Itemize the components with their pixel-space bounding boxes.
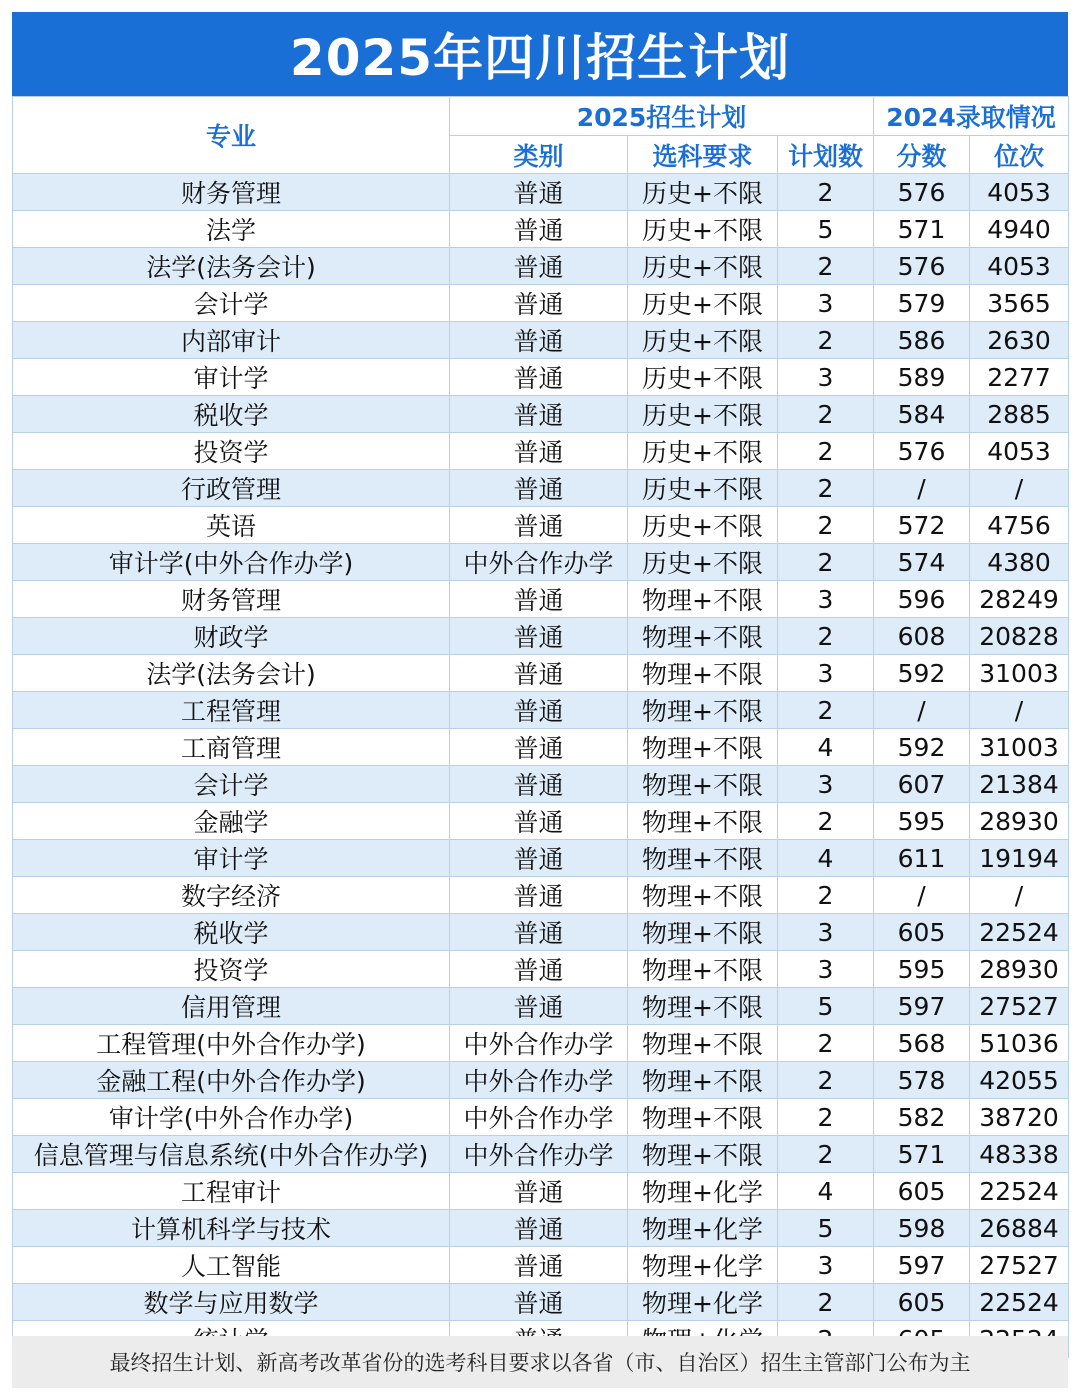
- cell-rank: 19194: [970, 840, 1069, 877]
- cell-rank: 27527: [970, 1247, 1069, 1284]
- cell-major: 投资学: [13, 951, 450, 988]
- cell-plan-count: 2: [778, 248, 874, 285]
- cell-subjects: 物理+不限: [628, 951, 778, 988]
- cell-plan-count: 2: [778, 877, 874, 914]
- cell-category: 普通: [450, 655, 628, 692]
- cell-major: 审计学(中外合作办学): [13, 1099, 450, 1136]
- cell-subjects: 物理+不限: [628, 914, 778, 951]
- cell-rank: 4053: [970, 174, 1069, 211]
- table-row: [13, 1136, 1069, 1173]
- table-row: [13, 840, 1069, 877]
- table-row: [13, 396, 1069, 433]
- cell-rank: 28930: [970, 951, 1069, 988]
- table-row: [13, 1173, 1069, 1210]
- cell-plan-count: 2: [778, 692, 874, 729]
- cell-major: 信息管理与信息系统(中外合作办学): [13, 1136, 450, 1173]
- cell-major: 工程管理(中外合作办学): [13, 1025, 450, 1062]
- table-row: [13, 692, 1069, 729]
- cell-category: 普通: [450, 507, 628, 544]
- cell-score: 605: [874, 914, 970, 951]
- cell-category: 普通: [450, 988, 628, 1025]
- cell-subjects: 历史+不限: [628, 507, 778, 544]
- header-admit-group: 2024录取情况: [874, 97, 1069, 136]
- cell-rank: 4940: [970, 211, 1069, 248]
- cell-major: 财务管理: [13, 174, 450, 211]
- cell-subjects: 历史+不限: [628, 359, 778, 396]
- table-row: [13, 359, 1069, 396]
- cell-subjects: 物理+不限: [628, 692, 778, 729]
- cell-subjects: 物理+不限: [628, 1136, 778, 1173]
- cell-category: 普通: [450, 1210, 628, 1247]
- cell-subjects: 物理+化学: [628, 1210, 778, 1247]
- table-row: [13, 914, 1069, 951]
- cell-plan-count: 3: [778, 359, 874, 396]
- table-row: [13, 211, 1069, 248]
- cell-category: 普通: [450, 174, 628, 211]
- cell-major: 金融工程(中外合作办学): [13, 1062, 450, 1099]
- cell-major: 法学(法务会计): [13, 655, 450, 692]
- cell-plan-count: 2: [778, 618, 874, 655]
- cell-category: 普通: [450, 1247, 628, 1284]
- cell-major: 审计学: [13, 359, 450, 396]
- table-row: [13, 1062, 1069, 1099]
- cell-rank: 20828: [970, 618, 1069, 655]
- table-row: [13, 803, 1069, 840]
- cell-category: 中外合作办学: [450, 544, 628, 581]
- cell-major: 法学: [13, 211, 450, 248]
- page-title: 2025年四川招生计划: [12, 12, 1068, 96]
- cell-major: 财政学: [13, 618, 450, 655]
- table-row: [13, 1025, 1069, 1062]
- cell-subjects: 物理+化学: [628, 1247, 778, 1284]
- header-plan-group: 2025招生计划: [450, 97, 874, 136]
- cell-major: 税收学: [13, 396, 450, 433]
- cell-category: 普通: [450, 581, 628, 618]
- table-row: [13, 1284, 1069, 1321]
- cell-subjects: 物理+不限: [628, 581, 778, 618]
- cell-plan-count: 2: [778, 1099, 874, 1136]
- cell-plan-count: 2: [778, 1284, 874, 1321]
- cell-score: /: [874, 470, 970, 507]
- table-row: [13, 285, 1069, 322]
- cell-score: 576: [874, 433, 970, 470]
- cell-category: 普通: [450, 618, 628, 655]
- cell-category: 普通: [450, 470, 628, 507]
- cell-subjects: 物理+化学: [628, 1284, 778, 1321]
- cell-score: 595: [874, 803, 970, 840]
- cell-plan-count: 3: [778, 285, 874, 322]
- cell-category: 普通: [450, 211, 628, 248]
- cell-category: 中外合作办学: [450, 1062, 628, 1099]
- cell-score: 608: [874, 618, 970, 655]
- cell-plan-count: 2: [778, 396, 874, 433]
- cell-plan-count: 3: [778, 1247, 874, 1284]
- cell-plan-count: 2: [778, 544, 874, 581]
- cell-category: 普通: [450, 396, 628, 433]
- cell-plan-count: 2: [778, 507, 874, 544]
- cell-score: 579: [874, 285, 970, 322]
- cell-rank: 2885: [970, 396, 1069, 433]
- cell-subjects: 物理+不限: [628, 803, 778, 840]
- cell-rank: 31003: [970, 729, 1069, 766]
- cell-major: 计算机科学与技术: [13, 1210, 450, 1247]
- cell-major: 法学(法务会计): [13, 248, 450, 285]
- cell-major: 投资学: [13, 433, 450, 470]
- cell-score: 605: [874, 1284, 970, 1321]
- cell-rank: 2277: [970, 359, 1069, 396]
- cell-plan-count: 2: [778, 470, 874, 507]
- cell-subjects: 历史+不限: [628, 433, 778, 470]
- header-subject-req: 选科要求: [628, 136, 778, 174]
- cell-major: 行政管理: [13, 470, 450, 507]
- table-row: [13, 1210, 1069, 1247]
- cell-score: 589: [874, 359, 970, 396]
- cell-rank: 28249: [970, 581, 1069, 618]
- cell-score: 571: [874, 211, 970, 248]
- cell-subjects: 物理+不限: [628, 655, 778, 692]
- table-row: [13, 1247, 1069, 1284]
- cell-category: 普通: [450, 729, 628, 766]
- cell-score: /: [874, 877, 970, 914]
- cell-plan-count: 3: [778, 581, 874, 618]
- cell-major: 金融学: [13, 803, 450, 840]
- cell-major: 会计学: [13, 766, 450, 803]
- cell-rank: 48338: [970, 1136, 1069, 1173]
- cell-rank: 42055: [970, 1062, 1069, 1099]
- cell-subjects: 历史+不限: [628, 211, 778, 248]
- cell-rank: 4053: [970, 248, 1069, 285]
- header-rank: 位次: [970, 136, 1069, 174]
- cell-score: 592: [874, 729, 970, 766]
- cell-plan-count: 2: [778, 803, 874, 840]
- table-row: [13, 988, 1069, 1025]
- cell-rank: 2630: [970, 322, 1069, 359]
- footer-note: 最终招生计划、新高考改革省份的选考科目要求以各省（市、自治区）招生主管部门公布为主: [12, 1336, 1068, 1388]
- cell-score: 607: [874, 766, 970, 803]
- cell-rank: 4380: [970, 544, 1069, 581]
- cell-category: 普通: [450, 692, 628, 729]
- table-row: [13, 729, 1069, 766]
- cell-score: 597: [874, 988, 970, 1025]
- cell-major: 审计学(中外合作办学): [13, 544, 450, 581]
- cell-category: 普通: [450, 1284, 628, 1321]
- cell-category: 普通: [450, 766, 628, 803]
- cell-score: 571: [874, 1136, 970, 1173]
- cell-subjects: 物理+不限: [628, 1062, 778, 1099]
- table-row: [13, 877, 1069, 914]
- cell-category: 普通: [450, 359, 628, 396]
- cell-subjects: 物理+不限: [628, 840, 778, 877]
- cell-rank: 22524: [970, 1284, 1069, 1321]
- cell-score: 596: [874, 581, 970, 618]
- cell-rank: 3565: [970, 285, 1069, 322]
- cell-subjects: 物理+不限: [628, 618, 778, 655]
- cell-major: 税收学: [13, 914, 450, 951]
- cell-score: 597: [874, 1247, 970, 1284]
- cell-major: 数字经济: [13, 877, 450, 914]
- cell-subjects: 历史+不限: [628, 248, 778, 285]
- cell-subjects: 历史+不限: [628, 396, 778, 433]
- cell-category: 普通: [450, 248, 628, 285]
- cell-plan-count: 4: [778, 1173, 874, 1210]
- cell-plan-count: 3: [778, 766, 874, 803]
- header-plan-count: 计划数: [778, 136, 874, 174]
- cell-rank: 22524: [970, 1173, 1069, 1210]
- table-row: [13, 581, 1069, 618]
- cell-category: 普通: [450, 951, 628, 988]
- cell-score: 611: [874, 840, 970, 877]
- cell-major: 人工智能: [13, 1247, 450, 1284]
- cell-plan-count: 5: [778, 211, 874, 248]
- cell-major: 英语: [13, 507, 450, 544]
- cell-rank: 26884: [970, 1210, 1069, 1247]
- cell-score: 572: [874, 507, 970, 544]
- cell-score: 586: [874, 322, 970, 359]
- cell-subjects: 历史+不限: [628, 322, 778, 359]
- cell-plan-count: 3: [778, 655, 874, 692]
- cell-score: /: [874, 692, 970, 729]
- cell-subjects: 历史+不限: [628, 174, 778, 211]
- cell-subjects: 物理+不限: [628, 766, 778, 803]
- cell-category: 中外合作办学: [450, 1099, 628, 1136]
- cell-plan-count: 2: [778, 1062, 874, 1099]
- header-major: 专业: [13, 97, 450, 174]
- table-row: [13, 507, 1069, 544]
- cell-plan-count: 3: [778, 951, 874, 988]
- cell-rank: /: [970, 877, 1069, 914]
- cell-major: 财务管理: [13, 581, 450, 618]
- cell-subjects: 物理+不限: [628, 877, 778, 914]
- cell-subjects: 历史+不限: [628, 544, 778, 581]
- cell-subjects: 物理+不限: [628, 1099, 778, 1136]
- cell-rank: 4053: [970, 433, 1069, 470]
- cell-rank: 38720: [970, 1099, 1069, 1136]
- table-row: [13, 322, 1069, 359]
- header-score: 分数: [874, 136, 970, 174]
- cell-subjects: 物理+不限: [628, 1025, 778, 1062]
- cell-plan-count: 2: [778, 1136, 874, 1173]
- cell-rank: 22524: [970, 914, 1069, 951]
- cell-rank: 27527: [970, 988, 1069, 1025]
- cell-score: 595: [874, 951, 970, 988]
- cell-score: 576: [874, 248, 970, 285]
- table-row: [13, 470, 1069, 507]
- table-row: [13, 766, 1069, 803]
- cell-score: 576: [874, 174, 970, 211]
- cell-plan-count: 2: [778, 433, 874, 470]
- cell-major: 审计学: [13, 840, 450, 877]
- cell-subjects: 物理+不限: [628, 988, 778, 1025]
- cell-rank: /: [970, 692, 1069, 729]
- cell-plan-count: 5: [778, 1210, 874, 1247]
- cell-score: 578: [874, 1062, 970, 1099]
- table-row: [13, 248, 1069, 285]
- cell-category: 普通: [450, 285, 628, 322]
- cell-plan-count: 2: [778, 322, 874, 359]
- cell-subjects: 历史+不限: [628, 470, 778, 507]
- cell-score: 605: [874, 1173, 970, 1210]
- cell-major: 工商管理: [13, 729, 450, 766]
- table-row: [13, 174, 1069, 211]
- cell-subjects: 历史+不限: [628, 285, 778, 322]
- header-category: 类别: [450, 136, 628, 174]
- cell-rank: /: [970, 470, 1069, 507]
- cell-rank: 4756: [970, 507, 1069, 544]
- cell-major: 工程审计: [13, 1173, 450, 1210]
- cell-category: 普通: [450, 914, 628, 951]
- cell-score: 582: [874, 1099, 970, 1136]
- cell-major: 内部审计: [13, 322, 450, 359]
- table-row: [13, 1099, 1069, 1136]
- cell-plan-count: 3: [778, 914, 874, 951]
- cell-category: 中外合作办学: [450, 1025, 628, 1062]
- cell-category: 普通: [450, 803, 628, 840]
- cell-subjects: 物理+不限: [628, 729, 778, 766]
- cell-score: 574: [874, 544, 970, 581]
- cell-plan-count: 4: [778, 729, 874, 766]
- cell-rank: 28930: [970, 803, 1069, 840]
- cell-plan-count: 2: [778, 174, 874, 211]
- cell-plan-count: 2: [778, 1025, 874, 1062]
- table-body: [13, 174, 1069, 1358]
- cell-rank: 21384: [970, 766, 1069, 803]
- cell-plan-count: 5: [778, 988, 874, 1025]
- cell-category: 普通: [450, 877, 628, 914]
- cell-score: 598: [874, 1210, 970, 1247]
- cell-score: 568: [874, 1025, 970, 1062]
- cell-rank: 51036: [970, 1025, 1069, 1062]
- cell-score: 584: [874, 396, 970, 433]
- table-row: [13, 655, 1069, 692]
- cell-score: 592: [874, 655, 970, 692]
- table-row: [13, 433, 1069, 470]
- cell-category: 中外合作办学: [450, 1136, 628, 1173]
- table-row: [13, 544, 1069, 581]
- cell-major: 工程管理: [13, 692, 450, 729]
- cell-major: 信用管理: [13, 988, 450, 1025]
- admission-plan-table: [12, 96, 1069, 1358]
- cell-major: 会计学: [13, 285, 450, 322]
- table-row: [13, 951, 1069, 988]
- cell-subjects: 物理+化学: [628, 1173, 778, 1210]
- cell-major: 数学与应用数学: [13, 1284, 450, 1321]
- cell-category: 普通: [450, 840, 628, 877]
- cell-rank: 31003: [970, 655, 1069, 692]
- header-row-groups: [13, 97, 1069, 136]
- cell-plan-count: 4: [778, 840, 874, 877]
- cell-category: 普通: [450, 322, 628, 359]
- table-row: [13, 618, 1069, 655]
- cell-category: 普通: [450, 433, 628, 470]
- cell-category: 普通: [450, 1173, 628, 1210]
